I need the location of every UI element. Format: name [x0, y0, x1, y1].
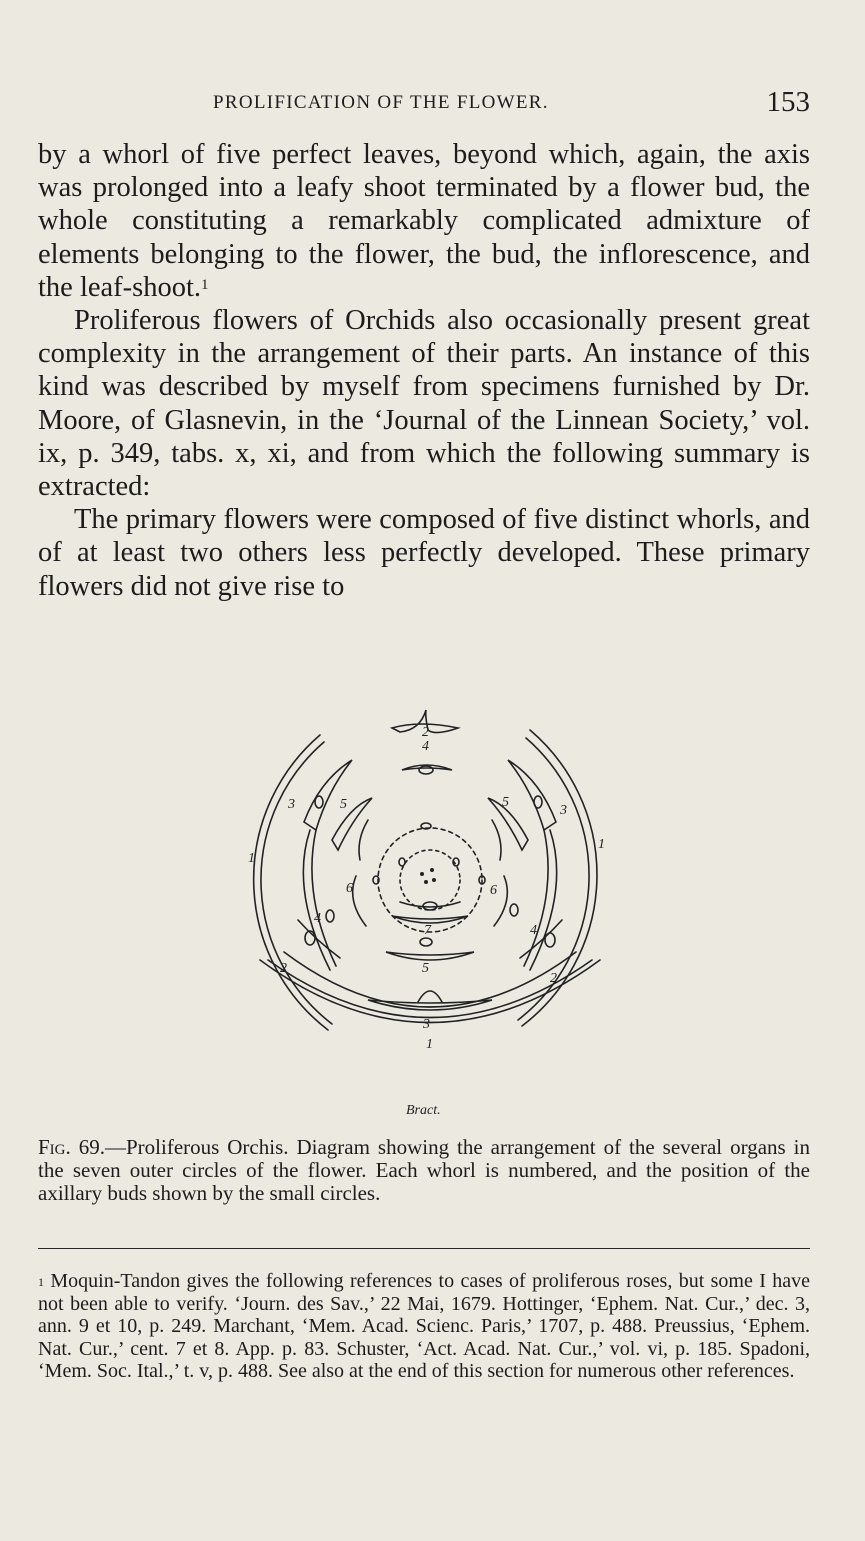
central-dot	[430, 868, 434, 872]
whorl-number-label: 3	[288, 797, 295, 812]
whorl-6-left-upper	[359, 820, 368, 860]
whorl-number-label: 1	[248, 851, 255, 866]
bud-circle	[420, 938, 432, 946]
paragraph-primary-flowers: The primary flowers were composed of five distinct whorls, and of at least two others less perfectly developed. These primary flowers did not give rise to	[38, 504, 810, 602]
paragraph-orchids: Proliferous flowers of Orchids also occasionally present great complexity in the arrangement of their parts. An instance of this kind was described by myself from specimens furnished by Dr. Moore, of Glasnevin, in the ‘Journal of the Linnean Society,’ vol. ix, p. 349, tabs. x, xi, and from which the following summary is extracted:	[38, 305, 810, 503]
paragraph-continued	[38, 138, 810, 304]
body-text	[38, 138, 810, 603]
footnote-divider	[38, 1248, 810, 1249]
whorl-number-label: 6	[490, 883, 497, 898]
whorl-number-label: 1	[426, 1037, 433, 1052]
whorl-2-left-segment	[303, 830, 330, 970]
central-dot	[420, 872, 424, 876]
whorl-number-label: 2	[550, 971, 557, 986]
figure-69-diagram	[220, 690, 640, 1130]
whorl-number-label: 3	[423, 1017, 430, 1032]
whorl-1-inner-arc	[261, 742, 332, 1024]
whorl-number-label: 5	[422, 961, 429, 976]
bud-circle	[326, 910, 334, 922]
bract-label: Bract.	[406, 1103, 441, 1118]
caption-text: —Proliferous Orchis. Diagram showing the arrangement of the several organs in the seven outer circles of the flower. Each whorl is numbered, and the position of the axillary buds shown by the small circles.	[38, 1135, 810, 1205]
running-head	[38, 86, 810, 126]
whorl-number-label: 2	[280, 961, 287, 976]
bud-circle	[399, 858, 405, 866]
whorl-number-label: 2	[422, 725, 429, 740]
whorl-6-right-upper	[492, 820, 501, 860]
whorl-number-label: 3	[560, 803, 567, 818]
whorl-number-label: 1	[598, 837, 605, 852]
paragraph-1-text: by a whorl of five perfect leaves, beyond which, again, the axis was prolonged into a leafy shoot terminated by a flower bud, the whole constituting a remarkably complicated admixture of elements belonging to the flower, the bud, the inflorescence, and the leaf-shoot.	[38, 139, 810, 303]
whorl-3-bottom-bud	[418, 991, 442, 1002]
whorl-number-label: 7	[424, 923, 431, 938]
footnote	[38, 1270, 810, 1383]
whorl-6-left-segment	[353, 876, 366, 926]
figure-caption	[38, 1136, 810, 1205]
floral-diagram	[220, 690, 640, 1130]
running-title: PROLIFICATION OF THE FLOWER.	[213, 92, 549, 113]
footnote-marker: 1	[38, 1275, 44, 1289]
central-dot	[432, 878, 436, 882]
central-dot	[424, 880, 428, 884]
whorl-2-right-segment	[530, 830, 557, 970]
inner-dashed-circle-outer	[378, 828, 482, 932]
figure-number: Fig. 69.	[38, 1135, 105, 1159]
whorl-number-label: 4	[530, 923, 537, 938]
bud-circle	[545, 933, 555, 947]
bud-circle	[419, 766, 433, 774]
page-number: 153	[766, 86, 810, 118]
whorl-7-segment	[392, 916, 468, 923]
footnote-text: Moquin-Tandon gives the following references to cases of proliferous roses, but some I have not been able to verify. ‘Journ. des Sav.,’ 22 Mai, 1679. Hottinger, ‘Ephem. Nat. Cur.,’ dec. 3, ann. 9 et 10, p. 249. Marchant, ‘Mem. Acad. Scienc. Paris,’ 1707, p. 488. Preussius, ‘Ephem. Nat. Cur.,’ cent. 7 et 8. App. p. 83. Schuster, ‘Act. Acad. Nat. Cur.,’ vol. vi, p. 185. Spadoni, ‘Mem. Soc. Ital.,’ t. v, p. 488. See also at the end of this section for numerous other references.	[38, 1270, 811, 1383]
whorl-number-label: 4	[314, 911, 321, 926]
whorl-number-label: 6	[346, 881, 353, 896]
whorl-5-bottom-segment	[386, 952, 474, 960]
whorl-number-label: 4	[422, 739, 429, 754]
bud-circle	[315, 796, 323, 808]
footnote-reference[interactable]: 1	[201, 276, 209, 293]
whorl-3-bottom-segment	[368, 1000, 492, 1010]
whorl-number-label: 5	[502, 795, 509, 810]
bud-circle	[534, 796, 542, 808]
whorl-number-label: 5	[340, 797, 347, 812]
inner-dashed-circle-inner	[400, 850, 460, 910]
bract-arc-middle	[268, 960, 592, 1018]
bud-circle	[423, 902, 437, 910]
bud-circle	[510, 904, 518, 916]
